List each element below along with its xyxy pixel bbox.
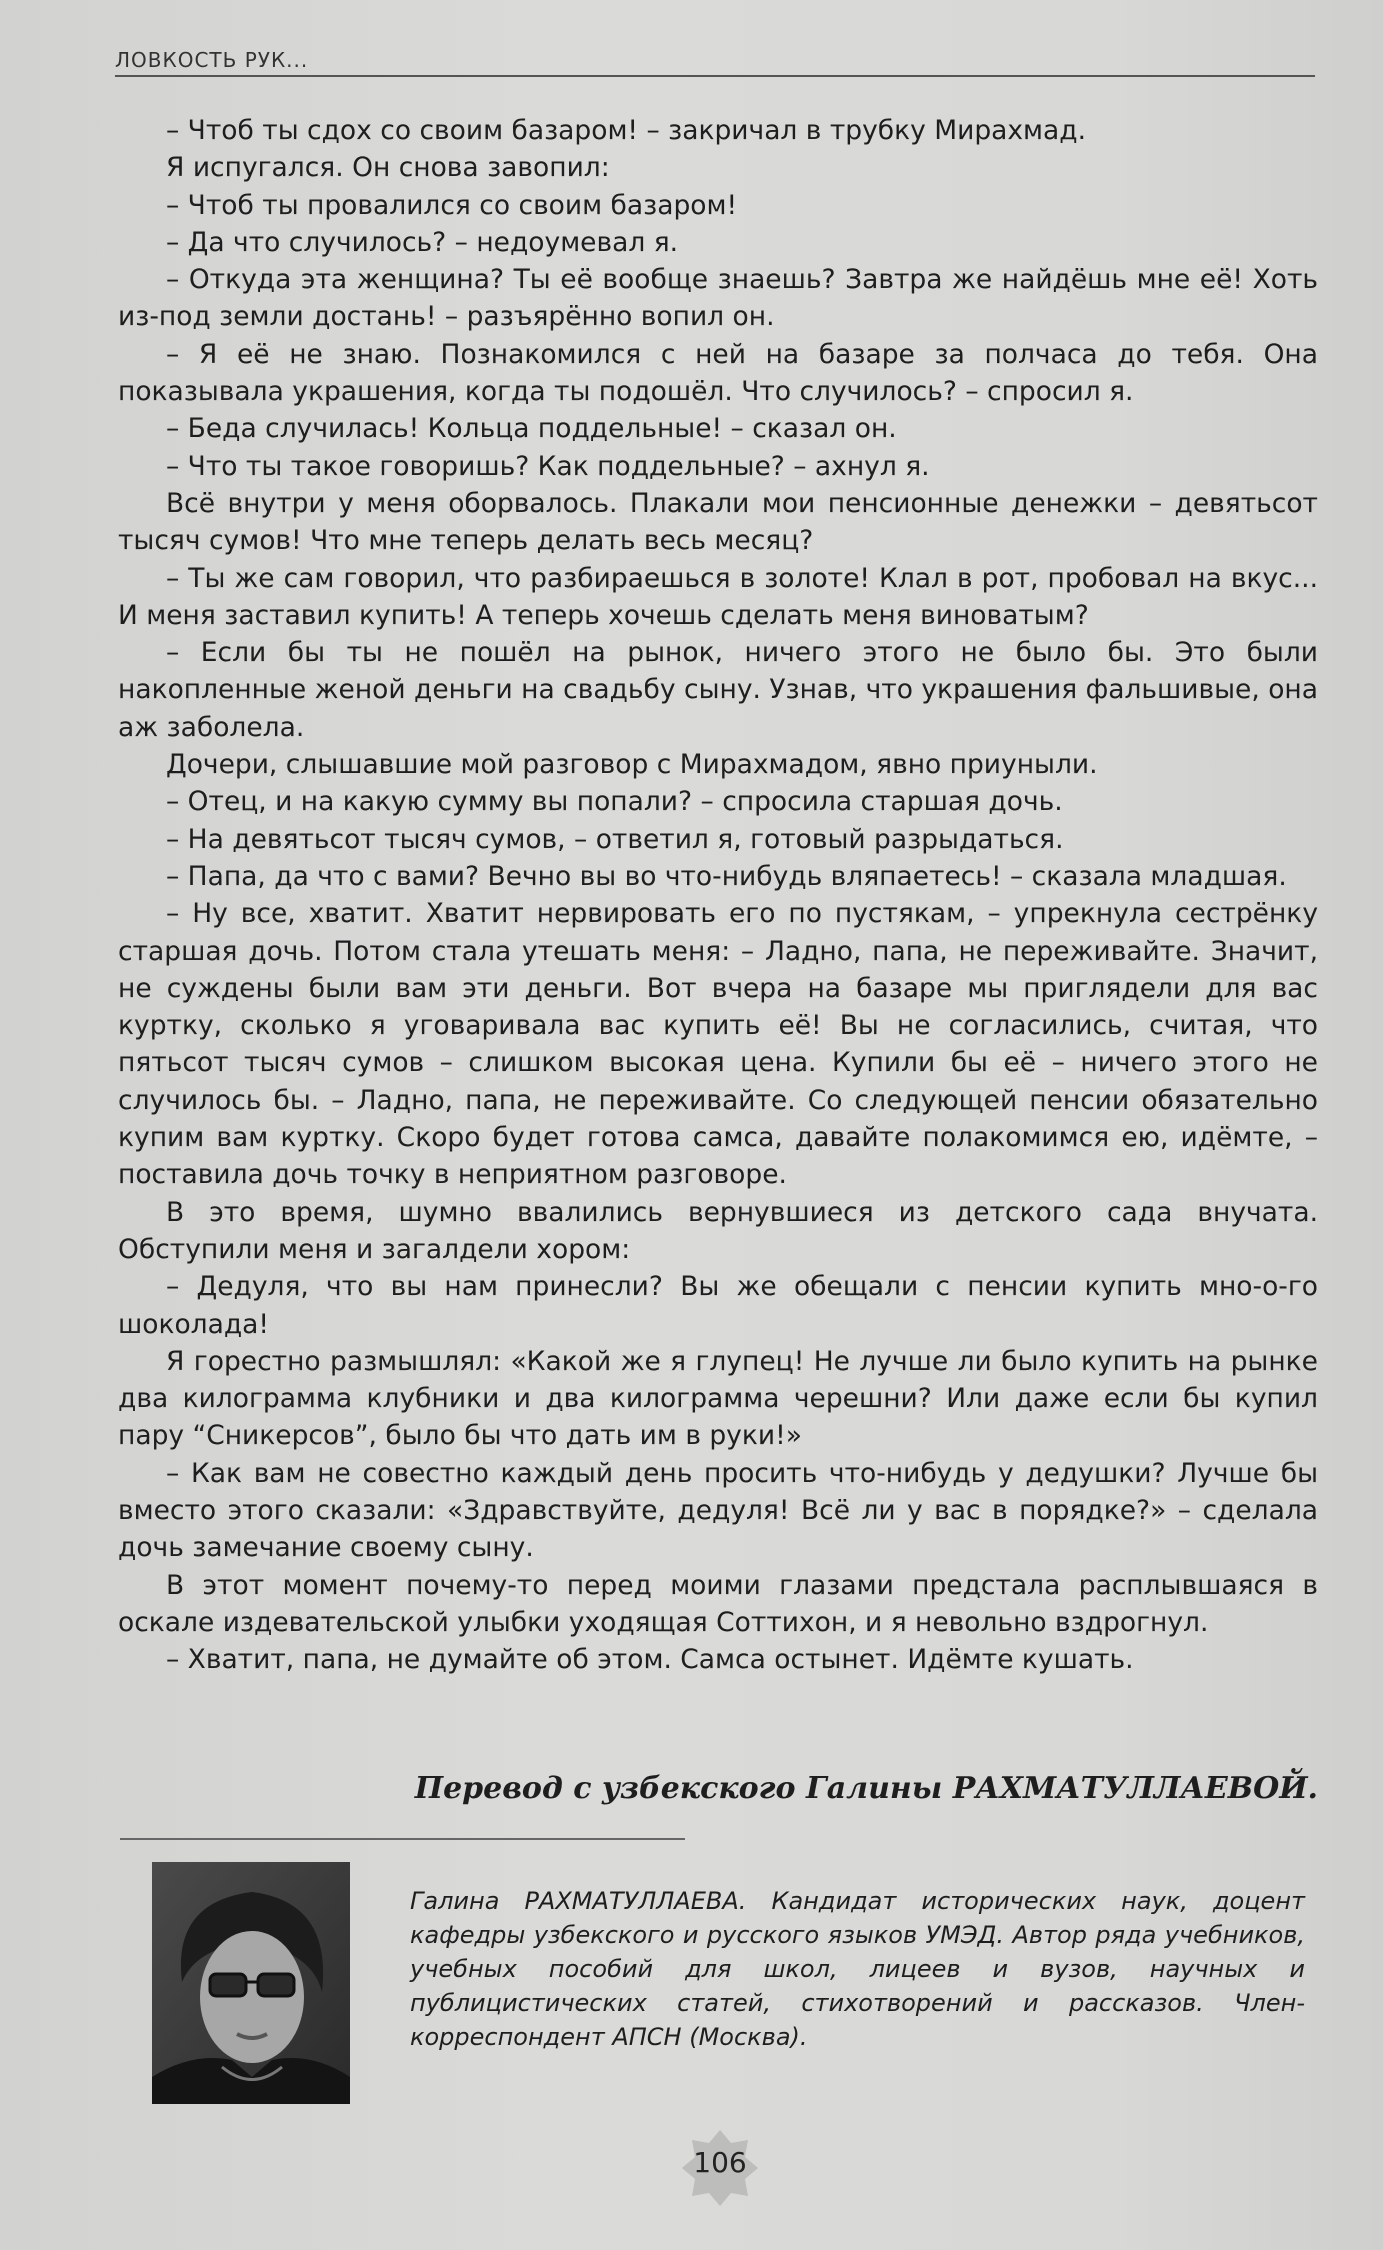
paragraph: – Беда случилась! Кольца поддельные! – сказал он.: [166, 413, 897, 445]
paragraph: – Папа, да что с вами? Вечно вы во что-нибудь вляпаетесь! – сказала младшая.: [166, 860, 1287, 892]
paragraph: – Я её не знаю. Познакомился с ней на базаре за полчаса до тебя. Она показывала украшения, когда ты подошёл. Что случилось? – спросил я.: [118, 338, 1318, 408]
paragraph: – Хватит, папа, не думайте об этом. Самса остынет. Идёмте кушать.: [166, 1644, 1134, 1676]
author-photo: [152, 1862, 350, 2104]
paragraph: Дочери, слышавшие мой разговор с Мирахмадом, явно приуныли.: [166, 749, 1098, 781]
paragraph: Я горестно размышлял: «Какой же я глупец! Не лучше ли было купить на рынке два килограмма клубники и два килограмма черешни? Или даже если бы купил пару “Сникерсов”, было бы что дать им в руки!»: [118, 1345, 1318, 1452]
paragraph: В этот момент почему-то перед моими глазами предстала расплывшаяся в оскале издевательской улыбки уходящая Соттихон, и я невольно вздрогнул.: [118, 1569, 1318, 1638]
author-bio: Галина РАХМАТУЛЛАЕВА. Кандидат исторических наук, доцент кафедры узбекского и русского языков УМЭД. Автор ряда учебников, учебных пособий для школ, лицеев и вузов, научных и публицистических статей, стихотворений и рассказов. Член-корреспондент АПСН (Москва).: [410, 1887, 1305, 2051]
paragraph: Всё внутри у меня оборвалось. Плакали мои пенсионные денежки – девятьсот тысяч сумов! Что мне теперь делать весь месяц?: [118, 487, 1318, 557]
paragraph: – Чтоб ты провалился со своим базаром!: [166, 189, 738, 221]
paragraph: – Чтоб ты сдох со своим базаром! – закричал в трубку Мирахмад.: [166, 115, 1087, 146]
paragraph: – Как вам не совестно каждый день просить что-нибудь у дедушки? Лучше бы вместо этого сказали: «Здравствуйте, дедуля! Всё ли у вас в порядке?» – сделала дочь замечание своему сыну.: [118, 1457, 1318, 1564]
page-number: 106: [693, 2146, 747, 2179]
bio-divider: [120, 1838, 685, 1840]
paragraph: Я испугался. Он снова завопил:: [166, 152, 610, 184]
paragraph: – Если бы ты не пошёл на рынок, ничего этого не было бы. Это были накопленные женой деньги на свадьбу сыну. Узнав, что украшения фальшивые, она аж заболела.: [118, 637, 1318, 743]
paragraph: – Отец, и на какую сумму вы попали? – спросила старшая дочь.: [166, 786, 1063, 818]
paragraph: – Откуда эта женщина? Ты её вообще знаешь? Завтра же найдёшь мне её! Хоть из-под земли достань! – разъярённо вопил он.: [118, 264, 1318, 333]
paragraph: – Ты же сам говорил, что разбираешься в золоте! Клал в рот, пробовал на вкус... И меня заставил купить! А теперь хочешь сделать меня виноватым?: [118, 562, 1318, 631]
translation-credit: Перевод с узбекского Галины РАХМАТУЛЛАЕВОЙ.: [414, 1771, 1318, 1806]
paragraph: – Да что случилось? – недоумевал я.: [166, 226, 679, 258]
paragraph: – На девятьсот тысяч сумов, – ответил я, готовый разрыдаться.: [166, 823, 1064, 855]
story-text: [118, 112, 1318, 1678]
paragraph: – Дедуля, что вы нам принесли? Вы же обещали с пенсии купить мно-о-го шоколада!: [118, 1271, 1318, 1340]
paragraph: – Ну все, хватит. Хватит нервировать его по пустякам, – упрекнула сестрёнку старшая дочь. Потом стала утешать меня: – Ладно, папа, не переживайте. Значит, не суждены были вам эти деньги. Вот вчера на базаре мы приглядели для вас куртку, сколько я уговаривала вас купить её! Вы не согласились, считая, что пятьсот тысяч сумов – слишком высокая цена. Купили бы её – ничего этого не случилось бы. – Ладно, папа, не переживайте. Со следующей пенсии обязательно купим вам куртку. Скоро будет готова самса, давайте полакомимся ею, идёмте, – поставила дочь точку в неприятном разговоре.: [118, 898, 1318, 1191]
header-rule: [115, 75, 1315, 77]
paragraph: В это время, шумно ввалились вернувшиеся из детского сада внучата. Обступили меня и загалдели хором:: [118, 1196, 1318, 1265]
paragraph: – Что ты такое говоришь? Как поддельные? – ахнул я.: [166, 450, 930, 482]
running-head: ЛОВКОСТЬ РУК...: [115, 48, 309, 72]
